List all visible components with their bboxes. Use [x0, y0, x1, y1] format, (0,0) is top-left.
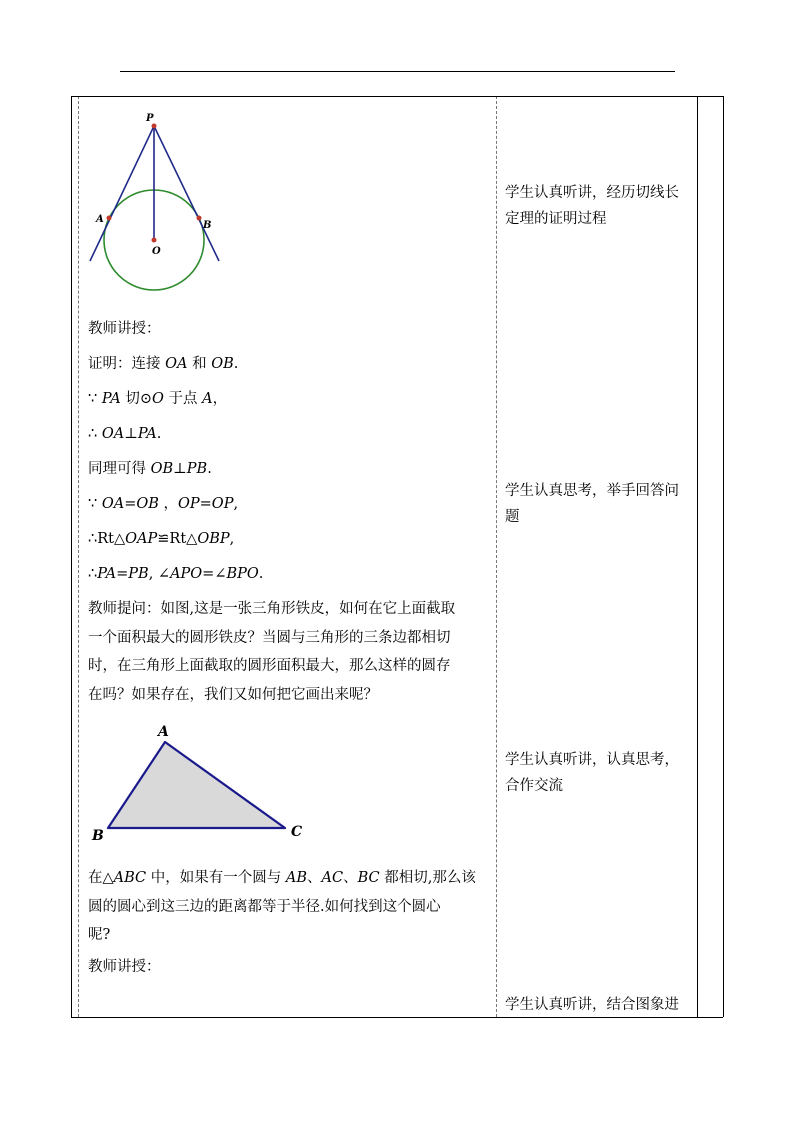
- student-activity-3: [505, 747, 695, 799]
- label-o: O: [152, 246, 161, 257]
- tangent-word: 切: [120, 391, 140, 407]
- question-line: 一个面积最大的圆形铁皮？当圆与三角形的三条边都相切: [88, 629, 451, 646]
- equation-oa-ob: OA=OB: [101, 496, 159, 512]
- proof-and: 和: [187, 356, 212, 372]
- column-divider-right: [697, 96, 698, 1017]
- equation-op-op: OP=OP: [178, 496, 234, 512]
- therefore-line-3: [88, 560, 492, 588]
- therefore-symbol: ∴: [88, 426, 102, 442]
- side-ab: AB: [285, 870, 308, 886]
- separator: ，: [158, 496, 179, 512]
- abc-line-1: [88, 864, 492, 893]
- activity-line: 定理的证明过程: [505, 211, 607, 227]
- triangle-oap: OAP: [125, 531, 158, 547]
- activity-line: 学生认真听讲，认真思考，: [505, 752, 679, 768]
- activity-line: 合作交流: [505, 778, 563, 794]
- line-pa: PA: [101, 391, 121, 407]
- therefore-line-1: [88, 420, 492, 448]
- student-activity-2: [505, 478, 695, 530]
- question-line: 教师提问：如图,这是一张三角形铁皮，如何在它上面截取: [88, 601, 456, 617]
- activity-line: 学生认真听讲，结合图象进: [505, 997, 679, 1013]
- abc-prefix: 在△: [88, 870, 114, 886]
- proof-end: .: [233, 356, 239, 372]
- teacher-lecture-heading: 教师讲授：: [88, 321, 161, 337]
- separator: 、: [343, 870, 358, 886]
- because-symbol: ∵: [88, 496, 102, 512]
- triangle-obp: OBP: [197, 531, 230, 547]
- abc-mid: 中，如果有一个圆与: [146, 870, 286, 886]
- activity-line: 学生认真听讲，经历切线长: [505, 185, 679, 201]
- table-right-border: [723, 96, 724, 1017]
- proof-line: [88, 350, 492, 378]
- question-line: 在吗？如果存在，我们又如何把它画出来呢？: [88, 686, 378, 703]
- because-line-2-end: ,: [233, 496, 239, 512]
- activity-line: 学生认真思考，举手回答问: [505, 483, 679, 499]
- label-p: P: [146, 113, 154, 124]
- circle-symbol: ⊙: [139, 391, 153, 407]
- equation-pa-pb: PA=PB: [97, 566, 149, 582]
- label-c: C: [291, 824, 303, 840]
- therefore-symbol: ∴: [88, 531, 98, 547]
- perpendicular-ob-pb: OB⊥PB: [150, 461, 208, 477]
- activity-line: 题: [505, 509, 520, 525]
- side-bc: BC: [357, 870, 380, 886]
- therefore-symbol: ∴: [88, 566, 98, 582]
- segment-ob: OB: [211, 356, 234, 372]
- label-b: B: [92, 828, 104, 844]
- therefore-line-2-end: ,: [229, 531, 235, 547]
- table-left-inner-border: [78, 96, 79, 1017]
- segment-oa: OA: [165, 356, 188, 372]
- therefore-line-3-end: .: [258, 566, 264, 582]
- at-point-word: 于点: [163, 391, 203, 407]
- student-activity-1: [505, 180, 695, 232]
- label-b: B: [203, 220, 212, 231]
- similarly-prefix: 同理可得: [88, 461, 151, 477]
- abc-rest: 都相切,那么该: [379, 870, 476, 886]
- congruent-symbol: ≌: [157, 531, 170, 547]
- left-column: [88, 0, 492, 1017]
- because-symbol: ∵: [88, 391, 102, 407]
- center-o: O: [152, 391, 164, 407]
- therefore-line-2: [88, 525, 492, 553]
- side-ac: AC: [321, 870, 344, 886]
- because-line-1: [88, 385, 492, 413]
- teacher-question: [88, 595, 492, 709]
- abc-paragraph: [88, 864, 492, 950]
- abc-line-3: 呢?: [88, 927, 111, 943]
- student-activity-4: [505, 992, 695, 1018]
- therefore-line-1-end: .: [156, 426, 162, 442]
- similarly-line: [88, 455, 492, 483]
- because-line-2: [88, 490, 492, 518]
- equation-angles: ∠APO=∠BPO: [157, 566, 259, 582]
- teacher-lecture-heading-2: 教师讲授：: [88, 959, 161, 975]
- label-a: A: [96, 214, 104, 225]
- triangle-abc-text: ABC: [113, 870, 147, 886]
- separator: ,: [148, 566, 158, 582]
- proof-prefix: 证明：连接: [88, 356, 166, 372]
- because-line-1-end: ，: [212, 391, 228, 407]
- separator: 、: [307, 870, 322, 886]
- label-a: A: [158, 724, 169, 740]
- right-column: [505, 0, 695, 1017]
- column-divider: [496, 96, 497, 1017]
- right-triangle-symbol: Rt△: [169, 531, 198, 547]
- right-triangle-symbol: Rt△: [97, 531, 126, 547]
- question-line: 时，在三角形上面截取的圆形面积最大，那么这样的圆存: [88, 658, 451, 674]
- similarly-end: .: [207, 461, 212, 477]
- table-left-border: [71, 96, 72, 1017]
- perpendicular-oa-pa: OA⊥PA: [101, 426, 157, 442]
- point-a-text: A: [202, 391, 213, 407]
- abc-line-2: 圆的圆心到这三边的距离都等于半径.如何找到这个圆心: [88, 898, 441, 915]
